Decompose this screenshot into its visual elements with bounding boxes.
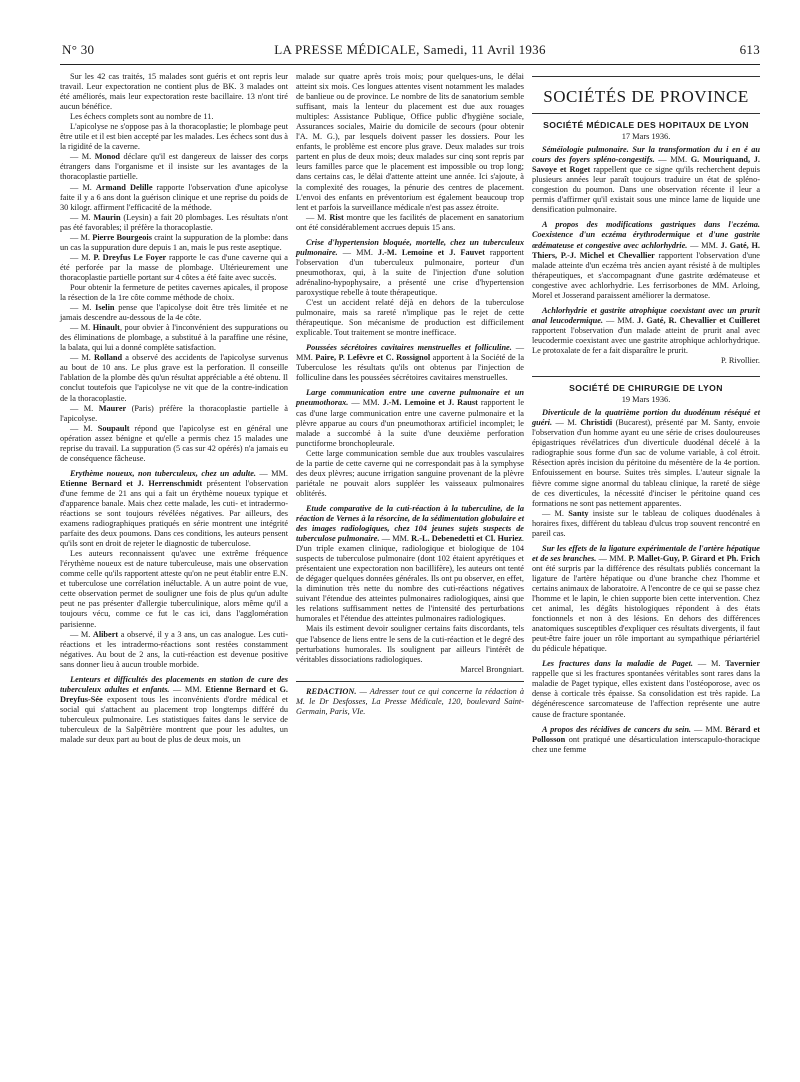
author-names: Tavernier [725, 659, 760, 669]
article-paragraph [532, 659, 760, 719]
title-dash: — MM. [169, 684, 206, 694]
title-dash: — M. [552, 418, 581, 428]
paragraph-text: rapportent l'observation d'une malade atteinte d'un eczéma très ancien ayant résisté à de multiples thérapeutiques, et s'accompagnant d'une gastrite œdémateuse et congestive avec achlorhydrie. Les ferrisorbones de MM. Arloing, Morel et Josserand paraissent améliorer la dermatose. [532, 250, 760, 300]
editorial-notice [296, 687, 524, 717]
article-paragraph [532, 408, 760, 508]
paragraph-text: Pour obtenir la fermeture de petites cavernes apicales, il propose la résection de la 1re côte comme méthode de choix. [60, 282, 288, 303]
speaker-prefix: — M. [70, 323, 93, 333]
speaker-name: Alibert [92, 629, 119, 639]
article-paragraph [532, 725, 760, 755]
divider-rule [296, 681, 524, 682]
article-title: Poussées sécrétoires cavitaires menstruelles et folliculine. [306, 343, 512, 353]
author-names: J.-M. Lemoine et J. Raust [382, 398, 478, 408]
title-dash: — MM. [296, 343, 524, 363]
society-heading-1: SOCIÉTÉ MÉDICALE DES HOPITAUX DE LYON [543, 120, 749, 130]
discussion-paragraph [60, 303, 288, 323]
section-bottom-rule [532, 113, 760, 114]
title-dash: — MM. [337, 247, 378, 257]
article-title: Erythème noueux, non tuberculeux, chez un adulte. [70, 468, 256, 478]
discussion-paragraph [60, 630, 288, 670]
society-heading-2: SOCIÉTÉ DE CHIRURGIE DE LYON [569, 383, 723, 394]
author-names: J. Gaté, H. Thiers, P.-J. Michel et Chevallier [532, 240, 760, 260]
paragraph-text: présentent l'observation d'une femme de 21 ans qui a fait un érythème noueux typique et d'apparence banale. Mais chez cette malade, les cuti- et intradermo-réactions se sont toujours révélées négatives. Par ailleurs, des examens radiographiques pratiqués en série montrent une intégrité parfaite des deux poumons. Dans ces conditions, les auteurs pensent qu'ils sont en droit de rejeter le diagnostic de tuberculose. [60, 478, 288, 549]
paragraph-text: Sur les 42 cas traités, 15 malades sont guéris et ont repris leur travail. Leur expectoration ne contient plus de BK. 3 malades ont été améliorés, mais leur expectoration reste bacillaire. 13 n'ont tiré aucun bénéfice. [60, 72, 288, 112]
speaker-name: Iselin [95, 303, 115, 313]
paragraph-text: répond que l'apicolyse est en général une opération assez bénigne et qu'elle a permis chez 15 malades une reprise du travail. La suppuration (5 cas sur 42 opérés) n'a jamais eu de conséquence fâcheuse. [60, 423, 288, 463]
discussion-paragraph [296, 213, 524, 233]
author-names: Christidi [580, 418, 613, 428]
title-dash: — MM. [348, 398, 383, 408]
paragraph-text: déclare qu'il est dangereux de laisser des corps étrangers dans l'organisme et il insiste sur les avantages de la thoracoplastie partielle. [60, 152, 288, 182]
title-dash: — MM. [603, 315, 638, 325]
discussion-paragraph [60, 152, 288, 182]
paragraph-text: Mais ils estiment devoir souligner certains faits discordants, tels que l'absence de liens entre le sens de la cuti-réaction et le degré des perturbations humorales. Ils soulignent par ailleurs l'intérêt de véritables dissociations radiologiques. [296, 624, 524, 664]
page-number: 613 [739, 42, 760, 57]
author-names: G. Mouriquand, J. Savoye et Roget [532, 155, 760, 175]
paragraph-text: C'est un accident relaté déjà en dehors de la tuberculose pulmonaire, mais sa rareté n'implique pas le rejet de cette thérapeutique. Son mécanisme de production est difficilement explicable. Tout traitement se montre inefficace. [296, 298, 524, 338]
article-title: Les fractures dans la maladie de Paget. [542, 659, 693, 669]
discussion-paragraph [60, 424, 288, 464]
column-1 [60, 72, 288, 745]
society-divider [532, 376, 760, 377]
speaker-name: Santy [568, 508, 589, 518]
speaker-prefix: — M. [70, 303, 96, 313]
speaker-prefix: — M. [70, 252, 94, 262]
speaker-name: P. Dreyfus Le Foyer [93, 252, 167, 262]
discussion-paragraph [60, 353, 288, 403]
paragraph-text: insiste sur le tableau de coliques duodénales à horaires fixes, différent du tableau d'ulcus trop souvent rencontré en pareil cas. [532, 508, 760, 538]
paragraph-text: rappellent que ce signe qu'ils recherchent depuis plusieurs années leur paraît toujours traduire un état de spléno-congestion du poumon. Dans une observation récente il leur a permis d'affirmer qu'il existait sous une mince lame de liquide une densification pulmonaire. [532, 165, 761, 215]
title-dash: — M. [692, 659, 726, 669]
paragraph-text: , pour obvier à l'inconvénient des suppurations ou des éliminations de plombage, a substitué à la paraffine une résine, la balata, qui lui a donné complète satisfaction. [60, 323, 288, 353]
paragraph [60, 549, 288, 629]
title-dash: — MM. [596, 553, 629, 563]
paragraph-text: L'apicolyse ne s'oppose pas à la thoracoplastie; le plombage peut être utile et il est bien accepté par les malades. Les échecs sont dus à la rigidité de la caverne. [60, 122, 288, 152]
paragraph-text: rapportent l'observation d'un malade atteint de prurit anal avec leucodermie coexistant avec une gastrite atrophique achlorhydrique. Le protoxalate de fer a fait disparaître le prurit. [532, 325, 760, 355]
paragraph-text: ont été surpris par la différence des résultats publiés concernant la ligature de l'artère hépatique ou d'une branche chez l'homme et certains animaux de laboratoire. A l'encontre de ce qui se passe chez l'homme et le lapin, le chien supporte bien cette intervention. Chez cet animal, les dégâts histologiques répondent à des états fonctionnels et non à des lésions. En dehors des différences anatomiques susceptibles d'expliquer ces résultats divergents, il faut peut-être faire jouer un rôle important au sympathique périartériel du pédicule hépatique. [532, 563, 760, 654]
paragraph-text: malade sur quatre après trois mois; pour quelques-uns, le délai atteint six mois. Ces longues attentes visent notamment les malades de banlieue ou de province. Le nombre de lits de sanatorium semble suffisant, mais la lenteur du placement est due aux rouages multiples: Assistance Publique, Office public d'hygiène sociale, Assurances sociales, Mairie du domicile de secours (pour obtenir l'A. M. G.), par lesquels doivent passer les dossiers. Pour les enfants, le problème est encore plus grave. Deux malades sur trois partent en plus de deux mois; deux malades sur cinq sont repris par leurs familles parce que le placement est impossible ou trop long; dans certains cas, le délai d'attente atteint une année. Ici s'ajoute, à la complexité des rouages, la pénurie des centres de placement. L'envoi des enfants en préventorium est également beaucoup trop lent et parfois la surveillance médicale n'est pas assez étroite. [296, 72, 524, 212]
issue-number: N° 30 [62, 42, 95, 57]
paragraph [60, 122, 288, 152]
speaker-name: Monod [94, 152, 121, 162]
author-names: R.-L. Debenedetti et Cl. Huriez [411, 534, 522, 544]
speaker-name: Rolland [94, 353, 123, 363]
author-names: Bérard et Pollosson [532, 724, 760, 744]
article-title: Sur les effets de la ligature expérimentale de l'artère hépatique et de ses branches. [532, 543, 760, 563]
paragraph-text: a observé, il y a 3 ans, un cas analogue. Les cuti-réactions et les intradermo-réactions sont restées constamment négatives. Au bout de 2 ans, la cuti-réaction est devenue positive sans donner lieu à aucun trouble morbide. [60, 629, 288, 669]
paragraph-text: pense que l'apicolyse doit être très limitée et ne jamais descendre au-dessous de la 4e côte. [60, 303, 288, 323]
title-dash: — MM. [691, 724, 726, 734]
society-items-1 [532, 145, 760, 366]
paragraph-text: Cette large communication semble due aux troubles vasculaires de la partie de cette caverne qui ne correspondait pas à la symphyse des deux plèvres; aucune irrigation sanguine provenant de la plèvre pariétale ne pouvait alors suppléer les vaisseaux pulmonaires oblitérés. [296, 448, 524, 498]
speaker-prefix: — M. [70, 423, 98, 433]
paragraph-text: montre que les facilités de placement en sanatorium ont été considérablement accrues depuis 15 ans. [296, 212, 524, 232]
column-2 [296, 72, 524, 717]
author-names: Paire, P. Lefèvre et C. Rossignol [315, 353, 431, 363]
article-paragraph [60, 469, 288, 549]
paragraph [296, 449, 524, 499]
speaker-prefix: — M. [70, 403, 99, 413]
running-header [60, 42, 760, 66]
speaker-prefix: — M. [70, 152, 95, 162]
paragraph [296, 72, 524, 213]
speaker-name: Maurin [93, 212, 121, 222]
paragraph-text: rappelle que si les fractures spontanées véritables sont rares dans la maladie de Paget typique, elles existent dans l'ostéoporose, avec os dense à corticale très épaisse. Sa consolidation est très rapide. La dégénérescence sarcomateuse de l'affection représente une autre cause de fracture spontanée. [532, 669, 760, 719]
society-date-2: 19 Mars 1936. [621, 395, 671, 405]
society-date-1: 17 Mars 1936. [621, 132, 671, 142]
paragraph-text: (Leysin) a fait 20 plombages. Les résultats n'ont pas été favorables; il préfère la thoracoplastie. [60, 212, 288, 232]
discussion-paragraph [60, 253, 288, 283]
paragraph-text: . D'un triple examen clinique, radiologique et biologique de 104 suspects de tuberculose pulmonaire (dont 102 étaient apyrétiques et présentaient une expectoration non bacillifère), les auteurs ont tenté de dégager quelques données générales. Ils ont pu observer, en effet, la diminution très nette du nombre des cuti-réactions négatives suivant l'étendue des atteintes pulmonaires radiologiques, ainsi que les relations suffisamment nettes de l'intensité des perturbations humorales et l'étendue des atteintes pulmonaires radiologiques. [296, 534, 524, 624]
author-names: Etienne Bernard et J. Herrenschmidt [60, 478, 203, 488]
signature-line [532, 356, 760, 366]
paragraph [60, 112, 288, 122]
signature-line [296, 665, 524, 675]
paragraph-text: ont pratiqué une désarticulation interscapulo-thoracique chez une femme [532, 734, 760, 754]
paragraph-text: (Bucarest), présenté par M. Santy, envoie l'observation d'un homme ayant eu une série de crises douloureuses épigastriques révélatrices d'un diverticule duodénal décelé à la radiographie sous forme d'un sac de volume variable, à col étroit. Résection après incision du péritoine du mésentère de la 4e portion. Enfouissement en bourse. Suites très simples. L'auteur signale la fièvre comme signe anormal du tableau clinique, la rareté de siège de ces diverticules, la nécessité d'inciser le péritoine quand ces formations ne sont pas nettement apparentes. [532, 418, 760, 508]
paragraph-text: a observé des accidents de l'apicolyse survenus au bout de 10 ans. Le plus grave est la perforation. Il conseille l'ablation de la plombe dès qu'un résultat appréciable a été obtenu. Il conclut toutefois que l'apicolyse ne vit que de la contre-indication de la thoracoplastie. [60, 353, 288, 403]
discussion-paragraph [60, 404, 288, 424]
speaker-prefix: — M. [70, 182, 96, 192]
paragraph-text: craint la suppuration de la plombe: dans un cas la suppuration dure depuis 1 an, mais le pus reste aseptique. [60, 232, 288, 252]
article-paragraph [532, 306, 760, 356]
article-title: Diverticule de la quatrième portion du duodénum réséqué et guéri. [532, 408, 760, 428]
speaker-name: Hinault [92, 323, 120, 333]
speaker-name: Maurer [98, 403, 127, 413]
paragraph [60, 72, 288, 112]
notice-label: REDACTION. [306, 686, 357, 696]
paragraph-text: rapporte l'observation d'une apicolyse faite il y a 6 ans dont la guérison clinique et une reprise du poids de 30 kilogr. affirment l'efficacité de la méthode. [60, 182, 288, 212]
article-paragraph [532, 220, 760, 300]
speaker-name: Soupault [97, 423, 130, 433]
section-top-rule [532, 76, 760, 77]
article-paragraph [296, 238, 524, 298]
article-paragraph [296, 388, 524, 448]
article-paragraph [60, 675, 288, 745]
speaker-name: Pierre Bourgeois [92, 232, 152, 242]
title-dash: — MM. [379, 534, 412, 544]
paragraph-text: (Paris) préfère la thoracoplastie partielle à l'apicolyse. [60, 403, 288, 423]
paragraph-text: rapportent l'observation d'un tuberculeux pulmonaire, porteur d'un pneumothorax, qui, à la suite de l'injection d'une solution adrénalino-hypophysaire, a présenté une crise d'hypertension paroxystique rebelle à toute thérapeutique. [296, 247, 524, 297]
article-title: Lenteurs et difficultés des placements en station de cure des tuberculeux adultes et enfants. [60, 674, 288, 694]
speaker-prefix: — M. [542, 508, 569, 518]
title-dash: — MM. [687, 240, 721, 250]
society-items-2 [532, 408, 760, 755]
title-dash: — MM. [255, 468, 288, 478]
article-paragraph [296, 343, 524, 383]
speaker-prefix: — M. [70, 232, 93, 242]
speaker-prefix: — M. [306, 212, 330, 222]
paragraph-text: Les auteurs reconnaissent qu'avec une extrême fréquence l'érythème noueux est de nature tuberculeuse, mais une observation comme celle qu'ils rapportent atteste qu'on ne peut établir entre E.N. et tuberculose une corrélation inéluctable. A un autre point de vue, cette observation permet de souligner une fois de plus qu'un adulte peut ne pas présenter d'allergie tuberculinique, alors même qu'il a toujours vécu, comme ce fut le cas ici, dans l'agglomération parisienne. [60, 549, 288, 629]
article-paragraph [296, 504, 524, 625]
speaker-name: Rist [329, 212, 344, 222]
journal-title: LA PRESSE MÉDICALE, Samedi, 11 Avril 1936 [274, 42, 546, 57]
notice-text: — Adresser tout ce qui concerne la rédaction à M. le Dr Desfosses, La Presse Médicale, 120, boulevard Saint-Germain, Paris, VIe. [296, 686, 524, 716]
paragraph [296, 298, 524, 338]
paragraph-text: rapporte le cas d'une caverne qui a été perforée par la masse de plombage. Ultérieurement une thoracoplastie partielle portant sur 4 côtes a été faite avec succès. [60, 252, 288, 282]
article-paragraph [532, 145, 760, 215]
author-names: J.-M. Lemoine et J. Fauvet [377, 247, 485, 257]
speaker-prefix: — M. [70, 353, 95, 363]
paragraph-text: rapportent le cas d'une large communication entre une caverne pulmonaire et la plèvre apparue au cours d'un pneumothorax artificiel incomplet; le malade a succombé à la suite d'une deuxième perforation punctiforme bronchopleurale. [296, 398, 524, 448]
author-names: Etienne Bernard et G. Dreyfus-Sée [60, 684, 288, 704]
discussion-paragraph [60, 233, 288, 253]
discussion-paragraph [532, 509, 760, 539]
article-paragraph [532, 544, 760, 655]
discussion-paragraph [60, 213, 288, 233]
header-rule [60, 64, 760, 65]
paragraph-text: Les échecs complets sont au nombre de 11. [70, 112, 214, 122]
discussion-paragraph [60, 183, 288, 213]
article-title: Etude comparative de la cuti-réaction à la tuberculine, de la réaction de Vernes à la résorcine, de la sédimentation globulaire et des images radiologiques, chez 104 jeunes sujets suspects de tuberculose pulmonaire. [296, 503, 524, 544]
article-title: Séméiologie pulmonaire. Sur la transformation du i en é au cours des foyers spléno-congestifs. [532, 145, 760, 165]
speaker-name: Armand Delille [95, 182, 153, 192]
author-names: P. Mallet-Guy, P. Girard et Ph. Frich [628, 553, 760, 563]
article-title: Crise d'hypertension bloquée, mortelle, chez un tuberculeux pulmonaire. [296, 237, 524, 257]
speaker-prefix: — M. [70, 212, 94, 222]
paragraph-text: exposent tous les inconvénients d'ordre médical et social qui s'attachent au placement trop longtemps différé du tuberculeux pulmonaire. Les statistiques faites dans le service de tuberculeux de la Salpêtrière montrent que pour les adultes, un malade sur deux part au bout de plus de deux mois, un [60, 694, 288, 745]
paragraph [60, 283, 288, 303]
signature: Marcel Brongniart. [460, 664, 524, 674]
discussion-paragraph [60, 323, 288, 353]
author-names: J. Gaté, R. Chevallier et Cuilleret [637, 315, 760, 325]
article-title: Large communication entre une caverne pulmonaire et un pneumothorax. [296, 388, 524, 408]
title-dash: — MM. [654, 155, 691, 165]
article-title: Achlorhydrie et gastrite atrophique coexistant avec un prurit anal leucodermique. [532, 305, 760, 325]
column-3 [532, 72, 760, 755]
signature: P. Rivollier. [721, 356, 760, 366]
article-title: A propos des récidives de cancers du sein. [542, 724, 692, 734]
paragraph-text: apportent à la Société de la Tuberculose les résultats qu'ils ont obtenus par l'injection de folliculine dans les poussées sécrétoires cavitaires menstruelles. [296, 353, 525, 383]
article-title: A propos des modifications gastriques dans l'eczéma. Coexistence d'un eczéma érythrodermique et d'une gastrite œdémateuse et congestive avec achlorhydrie. [532, 220, 760, 250]
paragraph [296, 624, 524, 664]
speaker-prefix: — M. [70, 629, 93, 639]
section-title: SOCIÉTÉS DE PROVINCE [543, 87, 749, 106]
